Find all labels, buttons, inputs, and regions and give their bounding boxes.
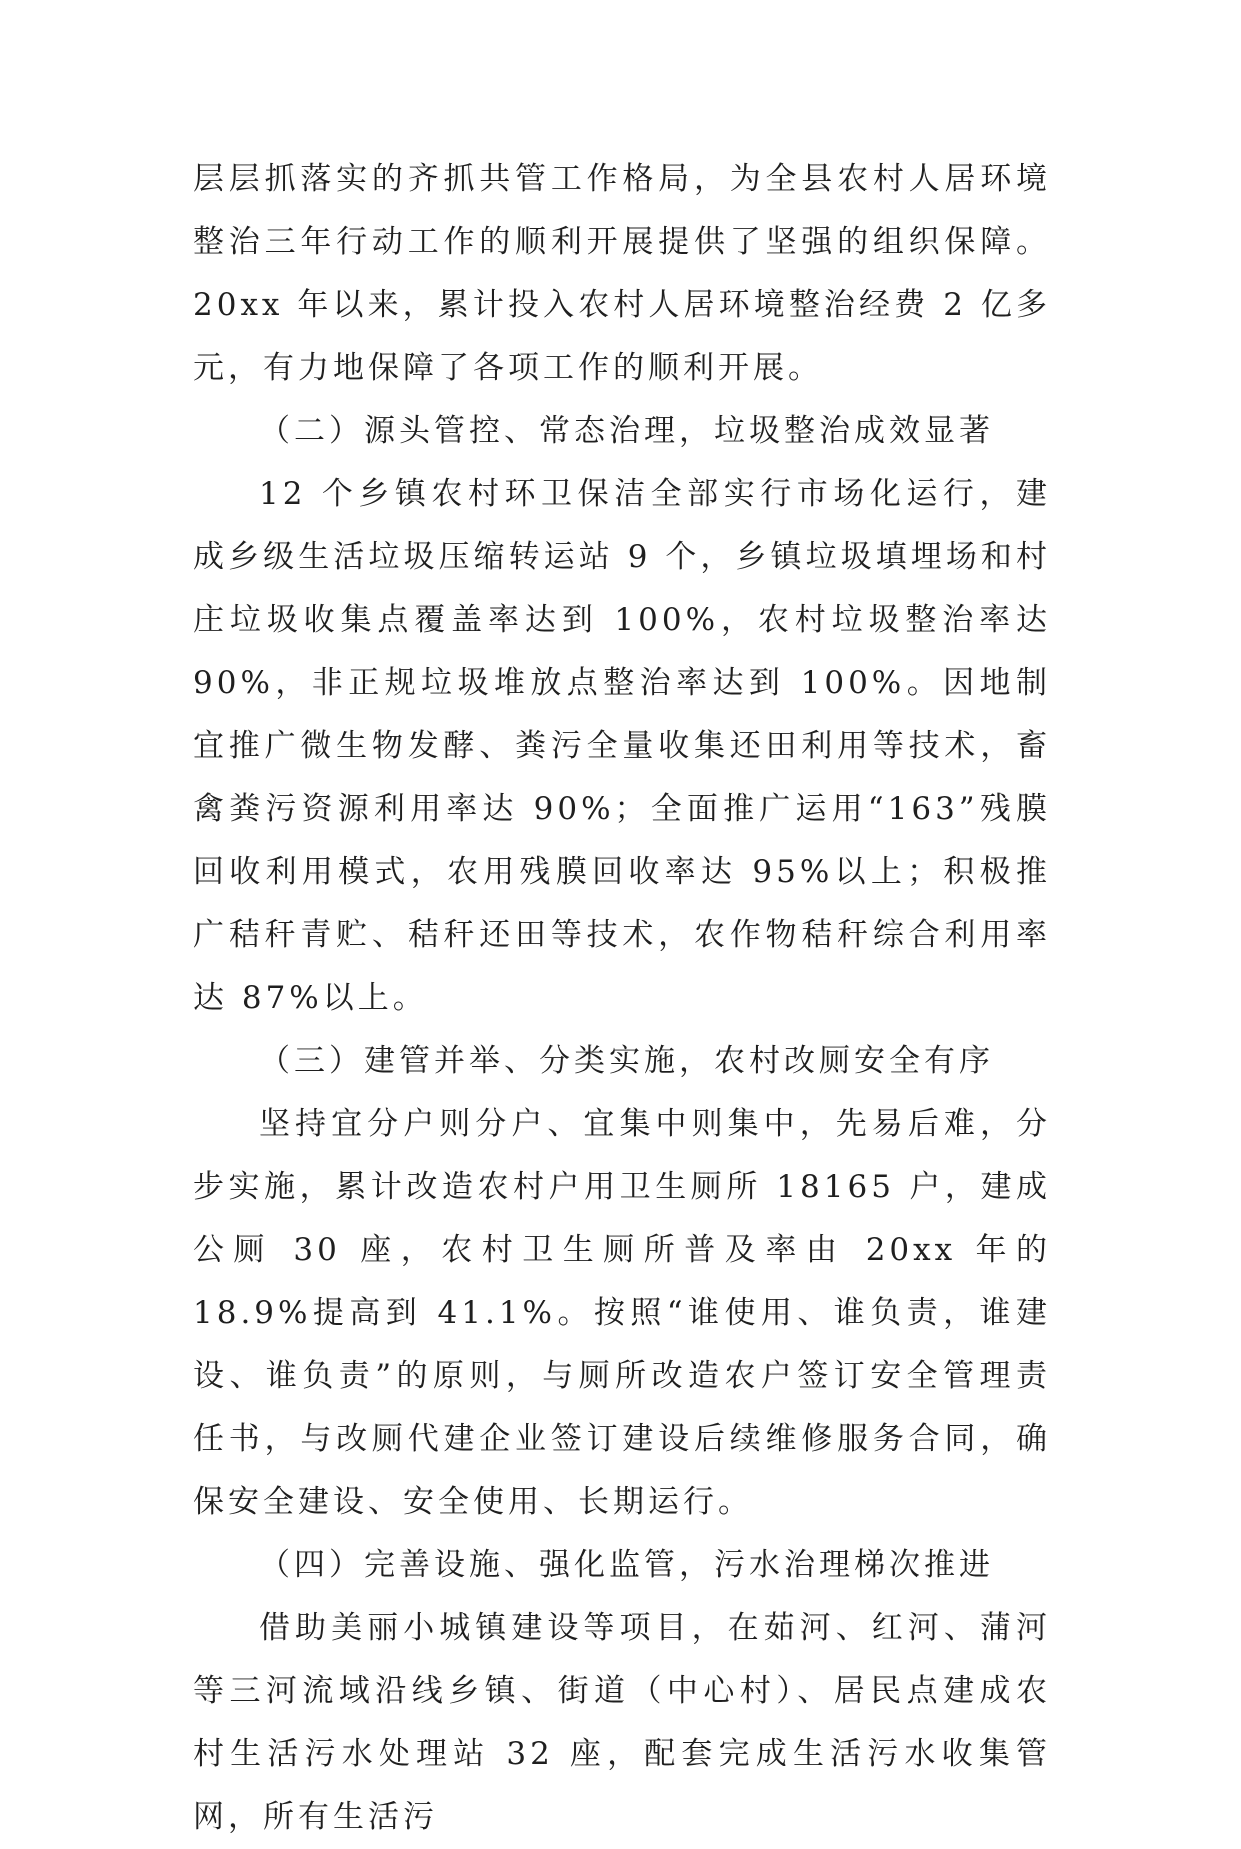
- document-body: [193, 148, 1051, 1849]
- section-heading-2: （二）源头管控、常态治理，垃圾整治成效显著: [259, 413, 994, 449]
- paragraph-continuation: 层层抓落实的齐抓共管工作格局，为全县农村人居环境整治三年行动工作的顺利开展提供了坚强的组织保障。20xx 年以来，累计投入农村人居环境整治经费 2 亿多元，有力地保障了各项工作的顺利开展。: [193, 161, 1051, 386]
- section-heading-4: （四）完善设施、强化监管，污水治理梯次推进: [259, 1547, 994, 1583]
- section-heading-3: （三）建管并举、分类实施，农村改厕安全有序: [259, 1043, 994, 1079]
- paragraph-toilet-reform: 坚持宜分户则分户、宜集中则集中，先易后难，分步实施，累计改造农村户用卫生厕所 18165 户，建成公厕 30 座，农村卫生厕所普及率由 20xx 年的 18.9%提高到 41.1%。按照“谁使用、谁负责，谁建设、谁负责”的原则，与厕所改造农户签订安全管理责任书，与改厕代建企业签订建设后续维修服务合同，确保安全建设、安全使用、长期运行。: [193, 1106, 1051, 1520]
- paragraph-garbage-treatment: 12 个乡镇农村环卫保洁全部实行市场化运行，建成乡级生活垃圾压缩转运站 9 个，乡镇垃圾填埋场和村庄垃圾收集点覆盖率达到 100%，农村垃圾整治率达 90%，非正规垃圾堆放点整治率达到 100%。因地制宜推广微生物发酵、粪污全量收集还田利用等技术，畜禽粪污资源利用率达 90%；全面推广运用“163”残膜回收利用模式，农用残膜回收率达 95%以上；积极推广秸秆青贮、秸秆还田等技术，农作物秸秆综合利用率达 87%以上。: [193, 476, 1051, 1016]
- paragraph-sewage-treatment: 借助美丽小城镇建设等项目，在茹河、红河、蒲河等三河流域沿线乡镇、街道（中心村）、居民点建成农村生活污水处理站 32 座，配套完成生活污水收集管网，所有生活污: [193, 1610, 1051, 1835]
